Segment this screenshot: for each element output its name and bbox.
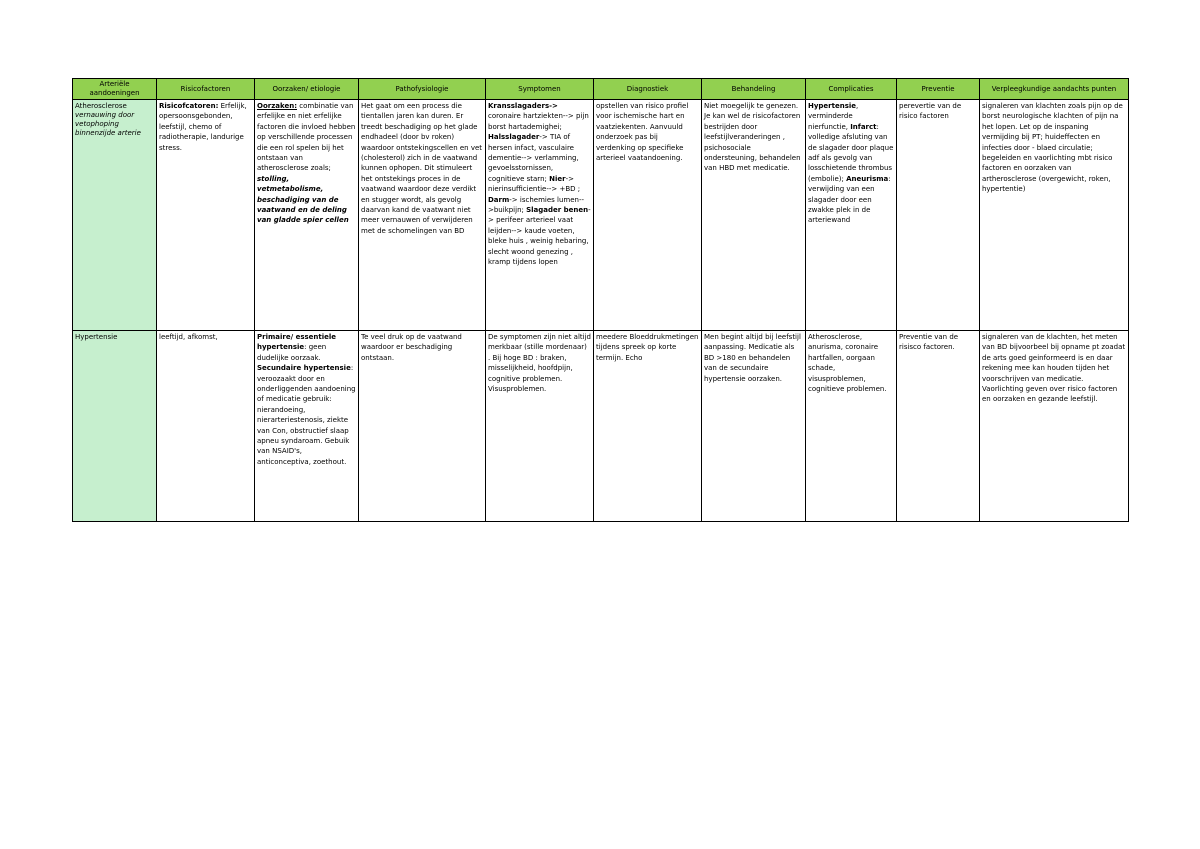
symptom-text: coronaire hartziekten--> pijn borst hartademighei; [488, 112, 589, 131]
cell-preventie: perevertie van de risico factoren [897, 100, 980, 331]
cell-complicaties: Atherosclerose, anurisma, coronaire hartfallen, oorgaan schade, visusproblemen, cognitieve problemen. [806, 331, 897, 522]
cell-risicofactoren: leeftijd, afkomst, [157, 331, 255, 522]
cause-label: Secundaire hypertensie [257, 364, 351, 373]
condition-subtitle: vernauwing door vetophoping binnenzijde arterie [75, 111, 141, 138]
complication-text: : verwijding van een slagader door een zwakke plek in de arteriewand [808, 174, 891, 225]
header-pathofysiologie: Pathofysiologie [359, 79, 486, 100]
header-risicofactoren: Risicofactoren [157, 79, 255, 100]
complication-label: Hypertensie [808, 102, 857, 110]
oorzaken-bold: stolling, vetmetabolisme, beschadiging van de vaatwand en de deling van gladde spier cellen [257, 174, 349, 225]
complication-text: , verminderde nierfunctie, [808, 102, 859, 131]
cell-pathofysiologie: Te veel druk op de vaatwand waardoor er beschadiging ontstaan. [359, 331, 486, 522]
header-oorzaken: Oorzaken/ etiologie [255, 79, 359, 100]
condition-name: Atherosclerose [75, 102, 127, 110]
cell-symptomen: De symptomen zijn niet altijd merkbaar (stille mordenaar) . Bij hoge BD : braken, misselijkheid, hoofdpijn, cognitive problemen. Visusproblemen. [486, 331, 594, 522]
cell-behandeling: Men begint altijd bij leefstijl aanpassing. Medicatie als BD >180 en behandelen van de secundaire hypertensie oorzaken. [702, 331, 806, 522]
symptom-text: -> nierinsufficientie--> +BD ; [488, 174, 581, 194]
header-row [73, 79, 1129, 100]
table-row-hypertensie [73, 331, 1129, 522]
oorzaken-text: combinatie van erfelijke en niet erfelijke factoren die invloed hebben op verschillende processen die een rol spelen bij het ontstaan van atherosclerose zoals; [257, 102, 356, 173]
row-title-cell [73, 100, 157, 331]
cell-diagnostiek: opstellen van risico profiel voor ischemische hart en vaatziekenten. Aanvuuld onderzoek pas bij verdenking op specifieke arterieel vaatandoening. [594, 100, 702, 331]
header-symptomen: Symptomen [486, 79, 594, 100]
cell-symptomen [486, 100, 594, 331]
risico-label: Risicofcatoren: [159, 102, 219, 110]
header-verpleegkundige: Verpleegkundige aandachts punten [980, 79, 1129, 100]
cell-pathofysiologie: Het gaat om een process die tientallen jaren kan duren. Er treedt beschadiging op het glade endhadeel (door bv roken) waardoor ontstekingscellen en vet (cholesterol) zich in de vaatwand kunnen ophopen. Dit stimuleert het ontstekings proces in de vaatwand waardoor deze verdikt en stugger wordt, als gevolg daarvan kand de vaatwant niet meer vernauwen of verwijderen met de schomelingen van BD [359, 100, 486, 331]
symptom-text: -> perifeer arterieel vaat leijden--> kaude voeten, bleke huis , weinig hebaring, slecht woond genezing , kramp tijdens lopen [488, 206, 591, 267]
header-behandeling: Behandeling [702, 79, 806, 100]
cause-label: Primaire/ essentiele hypertensie [257, 333, 337, 352]
cell-verpleegkundige: signaleren van klachten zoals pijn op de borst neurologische klachten of pijn na het lopen. Let op de inspaning vermijding bij PT; huideffecten en infecties door - blaed circulatie; begeleiden en vaorlichting mbt risico factoren en oorzaken van artherosclerose (overgewicht, roken, hypertentie) [980, 100, 1129, 331]
symptom-label: Slagader benen [526, 206, 589, 215]
table-row-atherosclerose [73, 100, 1129, 331]
symptom-label: Halsslagader [488, 133, 540, 142]
cell-complicaties [806, 100, 897, 331]
header-diagnostiek: Diagnostiek [594, 79, 702, 100]
header-preventie: Preventie [897, 79, 980, 100]
cell-oorzaken [255, 100, 359, 331]
cell-diagnostiek: meedere Bloeddrukmetingen tijdens spreek op korte termijn. Echo [594, 331, 702, 522]
cell-risicofactoren [157, 100, 255, 331]
complication-text: : volledige afsluting van de slagader door plaque adf als gevolg van losschietende thrombus (embolie); [808, 122, 894, 183]
complication-label: Aneurisma [846, 174, 889, 183]
cell-verpleegkundige: signaleren van de klachten, het meten van BD bijvoorbeel bij opname pt zoadat de arts goed geinformeerd is en daar rekening mee kan houden tijden het voorschrijven van medicatie. Vaorlichting geven over risico factoren en oorzaken en gezande leefstijl. [980, 331, 1129, 522]
header-complicaties: Complicaties [806, 79, 897, 100]
cause-text: : veroozaakt door en onderliggenden aandoening of medicatie gebruik: nierandoeing, nierarteriestenosis, ziekte van Con, obstructief slaap apneu syndaroam. Gebuik van NSAID's, anticonceptiva, zoethout. [257, 364, 356, 466]
complication-label: Infarct [850, 122, 877, 131]
symptom-text: -> ischemies lumen-->buikpijn; [488, 195, 585, 215]
symptom-label: Kransslagaders-> [488, 102, 558, 110]
header-aandoeningen: Arteriële aandoeningen [73, 79, 157, 100]
oorzaken-label: Oorzaken: [257, 102, 298, 110]
risico-text: Erfelijk, opersoonsgebonden, leefstijl, chemo of radiotherapie, landurige stress. [159, 102, 247, 152]
cause-text: : geen dudelijke oorzaak. [257, 343, 327, 362]
row-title-cell [73, 331, 157, 522]
symptom-label: Nier [549, 174, 566, 183]
symptom-text: -> TIA of hersen infact, vasculaire dementie--> verlamming, gevoelsstornissen, cognitieve starn; [488, 133, 579, 183]
symptom-label: Darm [488, 195, 510, 204]
cell-preventie: Preventie van de risisco factoren. [897, 331, 980, 522]
condition-name: Hypertensie [75, 333, 118, 341]
arterial-conditions-table [72, 78, 1129, 522]
cell-behandeling: Niet moegelijk te genezen. Je kan wel de risicofactoren bestrijden door leefstijlveranderingen , psichosociale ondersteuning, behandelen van HBD met medicatie. [702, 100, 806, 331]
cell-oorzaken [255, 331, 359, 522]
